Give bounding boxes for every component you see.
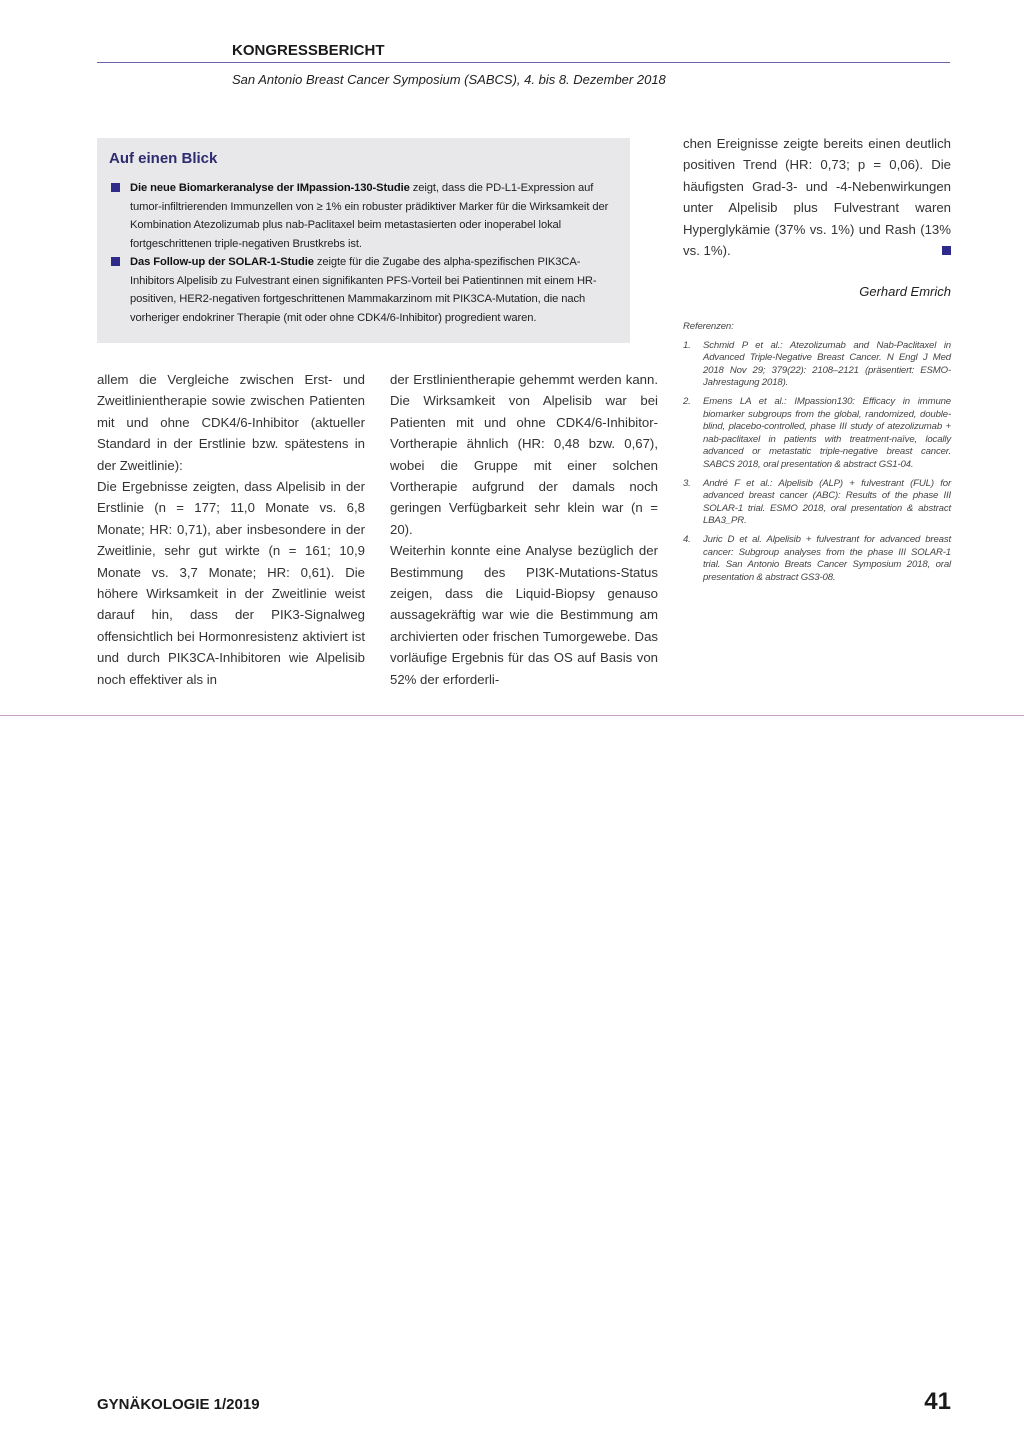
reference-item [683,396,951,472]
paragraph: allem die Vergleiche zwischen Erst- und Zweitlinientherapie sowie zwischen Patienten mit und ohne CDK4/6-Inhibitor (aktueller Standard in der Erstlinie bzw. spätestens in der Zweitlinie): [97,372,365,473]
summary-item-text: zeigte für die Zugabe des alpha-spezifischen PIK3CA-Inhibitors Alpelisib zu Fulvestrant einen signifikanten PFS-Vorteil bei Patientinnen mit einem HR-positiven, HER2-negativen fortgeschrittenen Mammakarzinom mit PIK3CA-Mutation, die nach vorheriger endokriner Therapie (mit oder ohne CDK4/6-Inhibitor) progredient waren. [130,256,597,324]
content-end-divider [0,715,1024,716]
summary-box [97,138,630,343]
reference-number: 3. [683,477,691,489]
section-title: KONGRESSBERICHT [232,42,385,59]
paragraph: Weiterhin konnte eine Analyse bezüglich der Bestimmung des PI3K-Mutations-Status zeigen, dass die Liquid-Biopsy genauso aussagekräftig war wie die Bestimmung am archivierten oder frischen Tumorgewebe. Das vorläufige Ergebnis für das OS auf Basis von 52% der erforderli- [390,543,658,687]
summary-item-lead: Die neue Biomarkeranalyse der IMpassion-130-Studie [130,182,410,194]
paragraph: der Erstlinientherapie gehemmt werden kann. Die Wirksamkeit von Alpelisib war bei Patienten mit und ohne CDK4/6-Inhibitor-Vortherapie ähnlich (HR: 0,48 bzw. 0,67), wobei die Gruppe mit einer solchen Vortherapie aufgrund der damals noch geringen Verfügbarkeit sehr klein war (n = 20). [390,372,658,537]
reference-text: Schmid P et al.: Atezolizumab and Nab-Paclitaxel in Advanced Triple-Negative Breast Cancer. N Engl J Med 2018 Nov 29; 379(22): 2108–2121 (präsentiert: ESMO-Jahrestagung 2018). [703,339,951,389]
journal-issue: GYNÄKOLOGIE 1/2019 [97,1396,260,1413]
summary-item-lead: Das Follow-up der SOLAR-1-Studie [130,256,314,268]
square-bullet-icon [111,183,120,192]
summary-item [109,179,618,253]
reference-text: Juric D et al. Alpelisib + fulvestrant for advanced breast cancer: Subgroup analyses from the phase III SOLAR-1 trial. San Antonio Breats Cancer Symposium 2018, oral presentation & abstract GS3-08. [703,533,951,583]
reference-item [683,340,951,390]
reference-text: Emens LA et al.: IMpassion130: Efficacy in immune biomarker subgroups from the global, randomized, double-blind, placebo-controlled, phase III study of atezolizumab + nab-paclitaxel in patients with treatment-naïve, locally advanced or metastatic triple-negative breast cancer. SABCS 2018, oral presentation & abstract GS1-04. [703,395,951,470]
paragraph [683,133,951,261]
reference-number: 4. [683,533,691,545]
congress-subtitle: San Antonio Breast Cancer Symposium (SABCS), 4. bis 8. Dezember 2018 [232,72,666,87]
reference-number: 2. [683,395,691,407]
references [683,321,951,590]
reference-item [683,478,951,528]
summary-item-text: zeigt, dass die PD-L1-Expression auf tumor-infiltrierenden Immunzellen von ≥ 1% ein robuster prädiktiver Marker für die Wirksamkeit der Kombination Atezolizumab plus nab-Paclitaxel beim metastasierten oder inoperabel lokal fortgeschrittenen triple-negativen Brustkrebs ist. [130,182,609,250]
paragraph-text: chen Ereignisse zeigte bereits einen deutlich positiven Trend (HR: 0,73; p = 0,06). Die häufigsten Grad-3- und -4-Nebenwirkungen unter Alpelisib plus Fulvestrant waren Hyperglykämie (37% vs. 1%) und Rash (13% vs. 1%). [683,136,951,259]
reference-number: 1. [683,339,691,351]
paragraph: Die Ergebnisse zeigten, dass Alpelisib in der Erstlinie (n = 177; 11,0 Monate vs. 6,8 Monate; HR: 0,71), aber insbesondere in der Zweitlinie, sehr gut wirkte (n = 161; 10,9 Monate vs. 3,7 Monate; HR: 0,61). Die höhere Wirksamkeit in der Zweitlinie weist darauf hin, dass der PIK3-Signalweg offensichtlich bei Hormonresistenz aktiviert ist und durch PIK3CA-Inhibitoren wie Alpelisib noch effektiver als in [97,479,365,687]
reference-item [683,534,951,584]
reference-text: André F et al.: Alpelisib (ALP) + fulvestrant (FUL) for advanced breast cancer (ABC): Results of the phase III SOLAR-1 trial. ESMO 2018, oral presentation & abstract LBA3_PR. [703,477,951,527]
page-number: 41 [924,1388,951,1415]
text-column-2 [390,369,658,690]
summary-item [109,253,618,327]
references-title: Referenzen: [683,321,734,332]
square-bullet-icon [111,257,120,266]
author-name: Gerhard Emrich [859,284,951,299]
text-column-1 [97,369,365,690]
summary-box-title: Auf einen Blick [109,150,218,167]
text-column-3 [683,133,951,261]
header-divider [97,62,950,63]
end-of-article-icon [942,246,951,255]
